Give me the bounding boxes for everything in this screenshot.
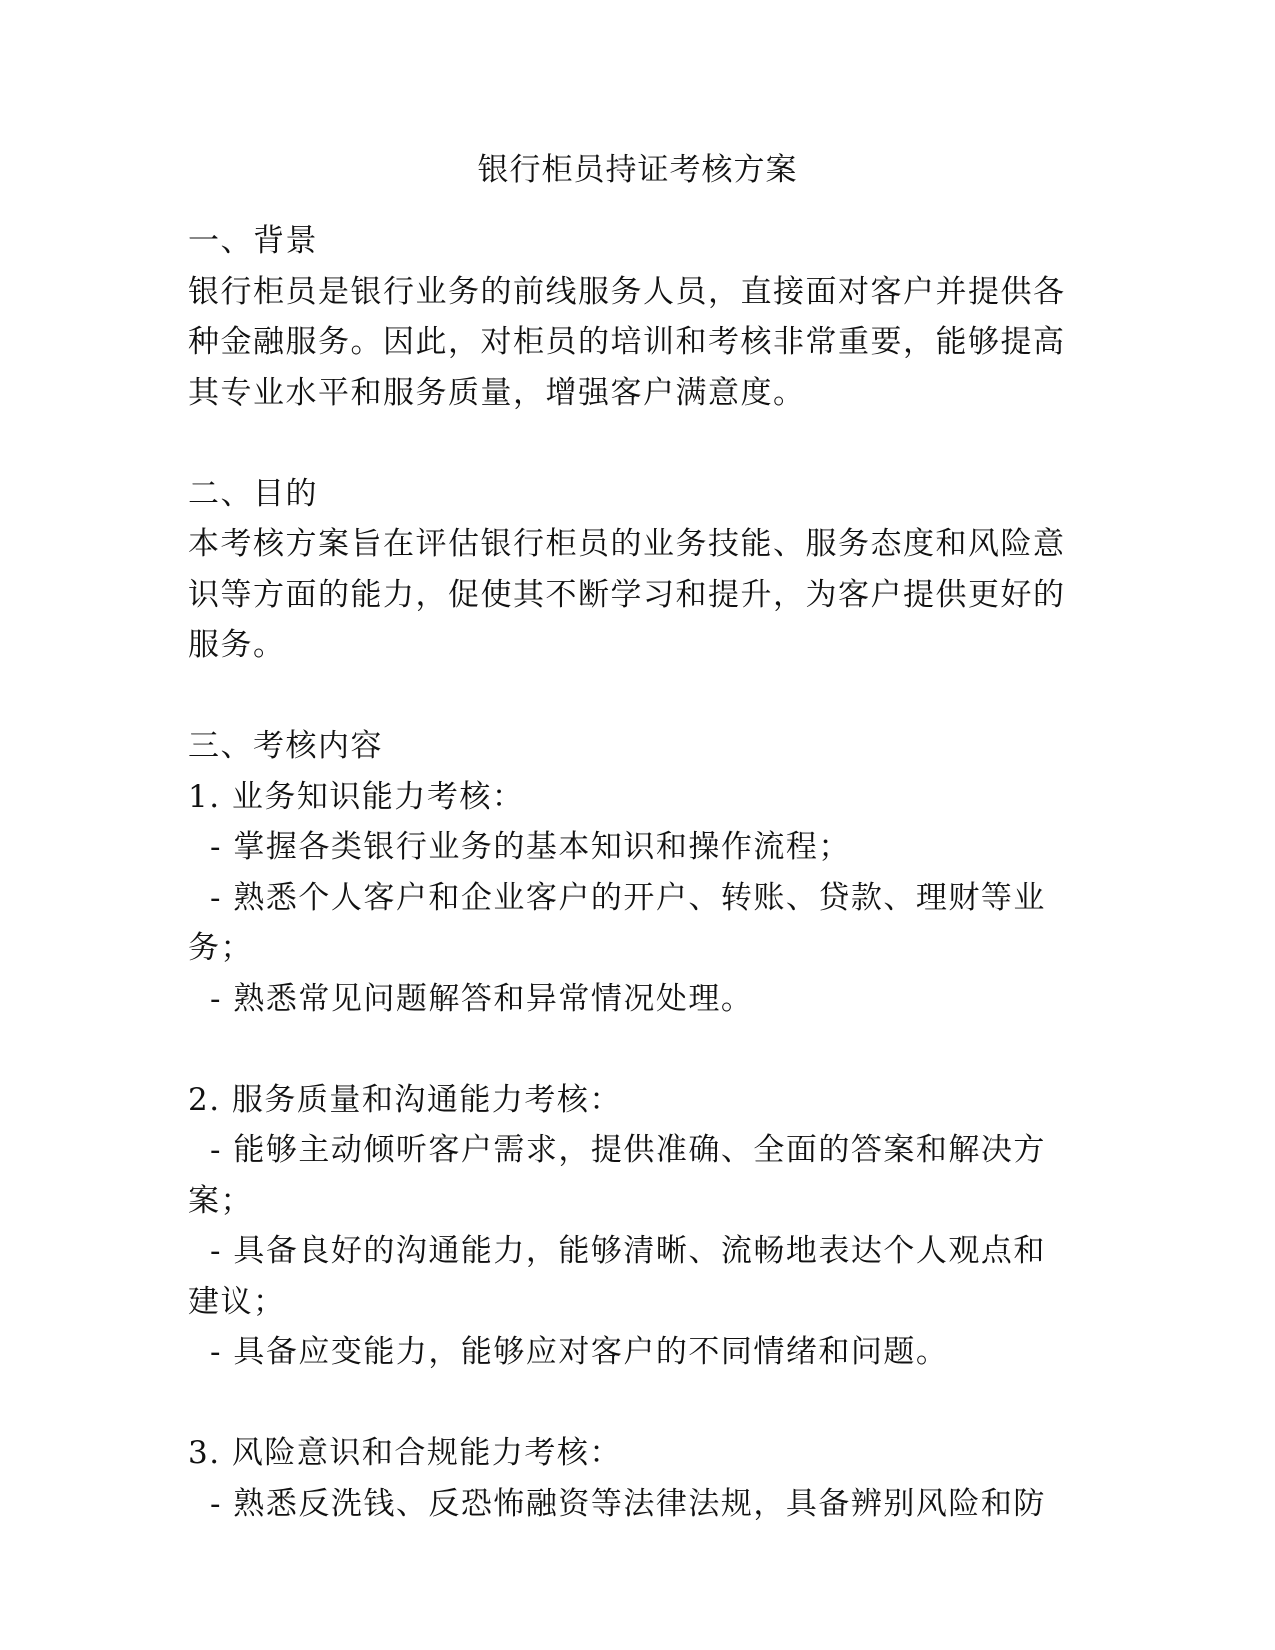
section-heading-content: 三、考核内容 bbox=[188, 728, 383, 764]
bullet-item: - 熟悉反洗钱、反恐怖融资等法律法规，具备辨别风险和防 bbox=[210, 1485, 1046, 1522]
item-title-risk-compliance: 3. 风险意识和合规能力考核： bbox=[188, 1435, 622, 1471]
paragraph-spacer bbox=[188, 418, 1088, 469]
purpose-paragraph-line: 本考核方案旨在评估银行柜员的业务技能、服务态度和风险意 bbox=[188, 526, 1066, 562]
document-title: 银行柜员持证考核方案 bbox=[477, 152, 798, 188]
document-body bbox=[188, 216, 1088, 1529]
paragraph-spacer bbox=[188, 1378, 1088, 1429]
section-heading-purpose: 二、目的 bbox=[188, 475, 318, 512]
bullet-item: - 能够主动倾听客户需求，提供准确、全面的答案和解决方 bbox=[210, 1132, 1046, 1168]
item-title-business-knowledge: 1. 业务知识能力考核： bbox=[188, 778, 525, 815]
bullet-item: - 掌握各类银行业务的基本知识和操作流程； bbox=[210, 829, 851, 865]
bullet-item: - 具备良好的沟通能力，能够清晰、流畅地表达个人观点和 bbox=[210, 1233, 1046, 1269]
paragraph-spacer bbox=[188, 671, 1088, 722]
paragraph-spacer bbox=[188, 1024, 1088, 1075]
section-heading-background: 一、背景 bbox=[188, 223, 318, 259]
background-paragraph-line: 银行柜员是银行业务的前线服务人员，直接面对客户并提供各 bbox=[188, 273, 1066, 310]
bullet-item-continuation: 建议； bbox=[188, 1283, 286, 1320]
bullet-item: - 熟悉个人客户和企业客户的开户、转账、贷款、理财等业 bbox=[210, 879, 1046, 916]
purpose-paragraph-line: 识等方面的能力，促使其不断学习和提升，为客户提供更好的 bbox=[188, 576, 1066, 613]
bullet-item-continuation: 案； bbox=[188, 1182, 253, 1219]
bullet-item: - 具备应变能力，能够应对客户的不同情绪和问题。 bbox=[210, 1334, 949, 1370]
background-paragraph-line: 其专业水平和服务质量，增强客户满意度。 bbox=[188, 374, 806, 411]
background-paragraph-line: 种金融服务。因此，对柜员的培训和考核非常重要，能够提高 bbox=[188, 324, 1066, 360]
purpose-paragraph-line: 服务。 bbox=[188, 627, 286, 663]
item-title-service-quality: 2. 服务质量和沟通能力考核： bbox=[188, 1081, 622, 1118]
bullet-item: - 熟悉常见问题解答和异常情况处理。 bbox=[210, 980, 754, 1017]
bullet-item-continuation: 务； bbox=[188, 930, 253, 966]
